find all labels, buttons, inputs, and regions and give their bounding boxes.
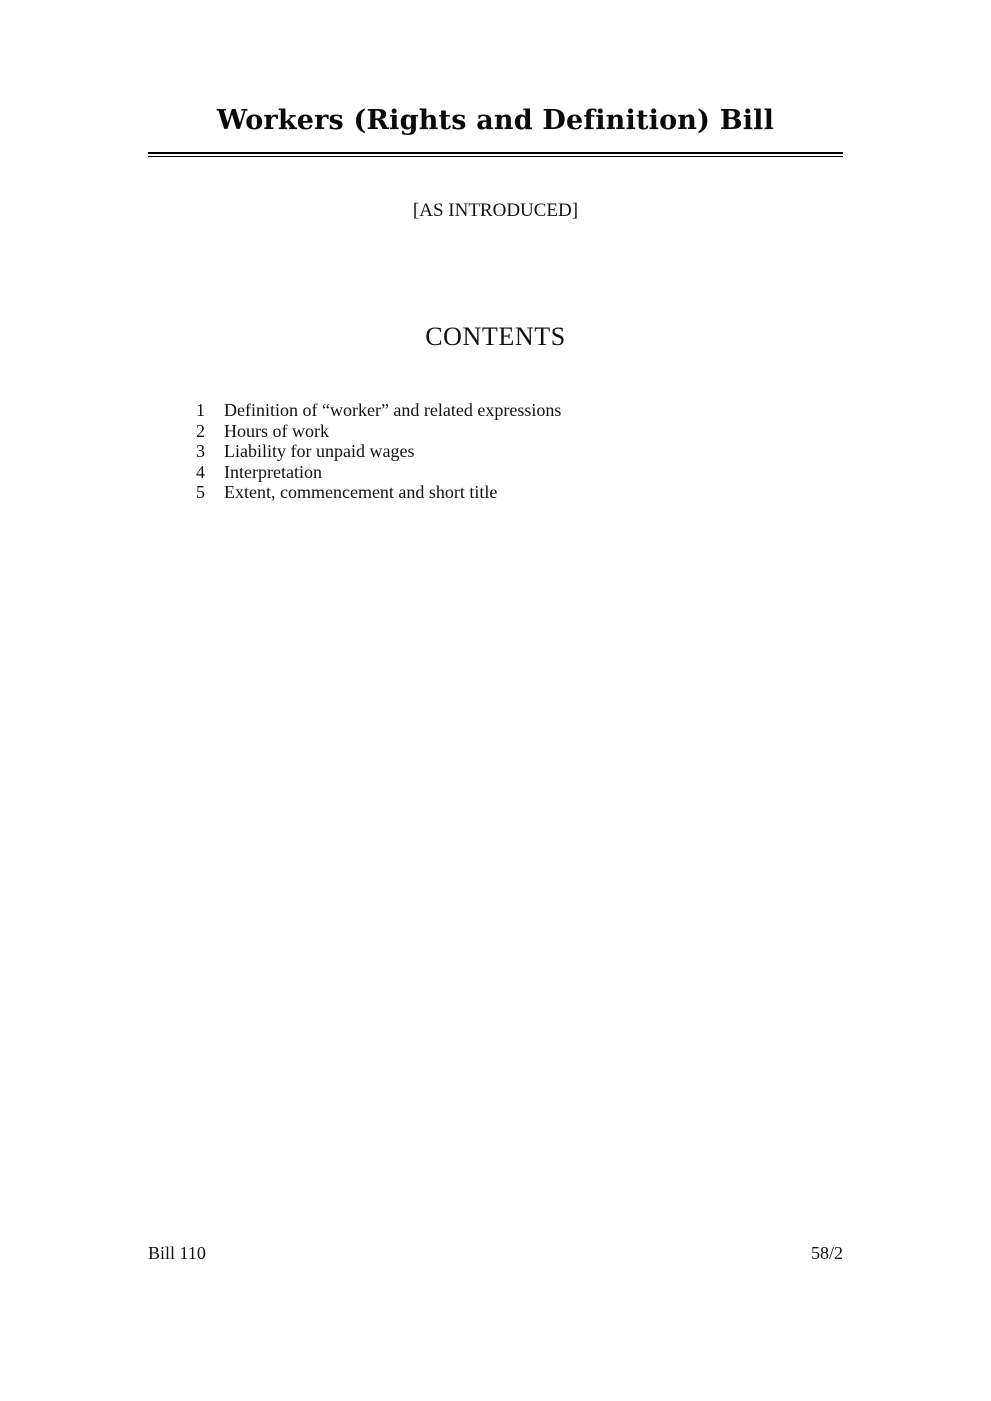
- list-item[interactable]: [196, 441, 816, 462]
- toc-item-number: 3: [196, 441, 205, 461]
- list-item[interactable]: [196, 462, 816, 483]
- title-divider: [148, 152, 843, 157]
- list-item[interactable]: [196, 421, 816, 442]
- list-item[interactable]: [196, 400, 816, 421]
- toc-item-label: Definition of “worker” and related expressions: [224, 400, 562, 420]
- table-of-contents: [196, 400, 816, 503]
- bill-stage-label: [AS INTRODUCED]: [412, 200, 579, 221]
- session-number: 58/2: [810, 1243, 843, 1263]
- list-item[interactable]: [196, 482, 816, 503]
- toc-item-number: 2: [196, 420, 205, 441]
- page-footer: [148, 1243, 843, 1264]
- page-content: [148, 0, 843, 1401]
- toc-item-label: Hours of work: [224, 420, 329, 441]
- toc-item-label: Interpretation: [224, 461, 322, 482]
- toc-item-label: Liability for unpaid wages: [224, 441, 415, 461]
- toc-item-number: 5: [196, 482, 205, 502]
- page-title: Workers (Rights and Definition) Bill: [216, 105, 775, 136]
- toc-item-number: 4: [196, 461, 205, 482]
- toc-item-label: Extent, commencement and short title: [224, 482, 498, 502]
- contents-heading: CONTENTS: [425, 322, 566, 351]
- bill-number: Bill 110: [148, 1243, 206, 1263]
- toc-item-number: 1: [196, 400, 205, 420]
